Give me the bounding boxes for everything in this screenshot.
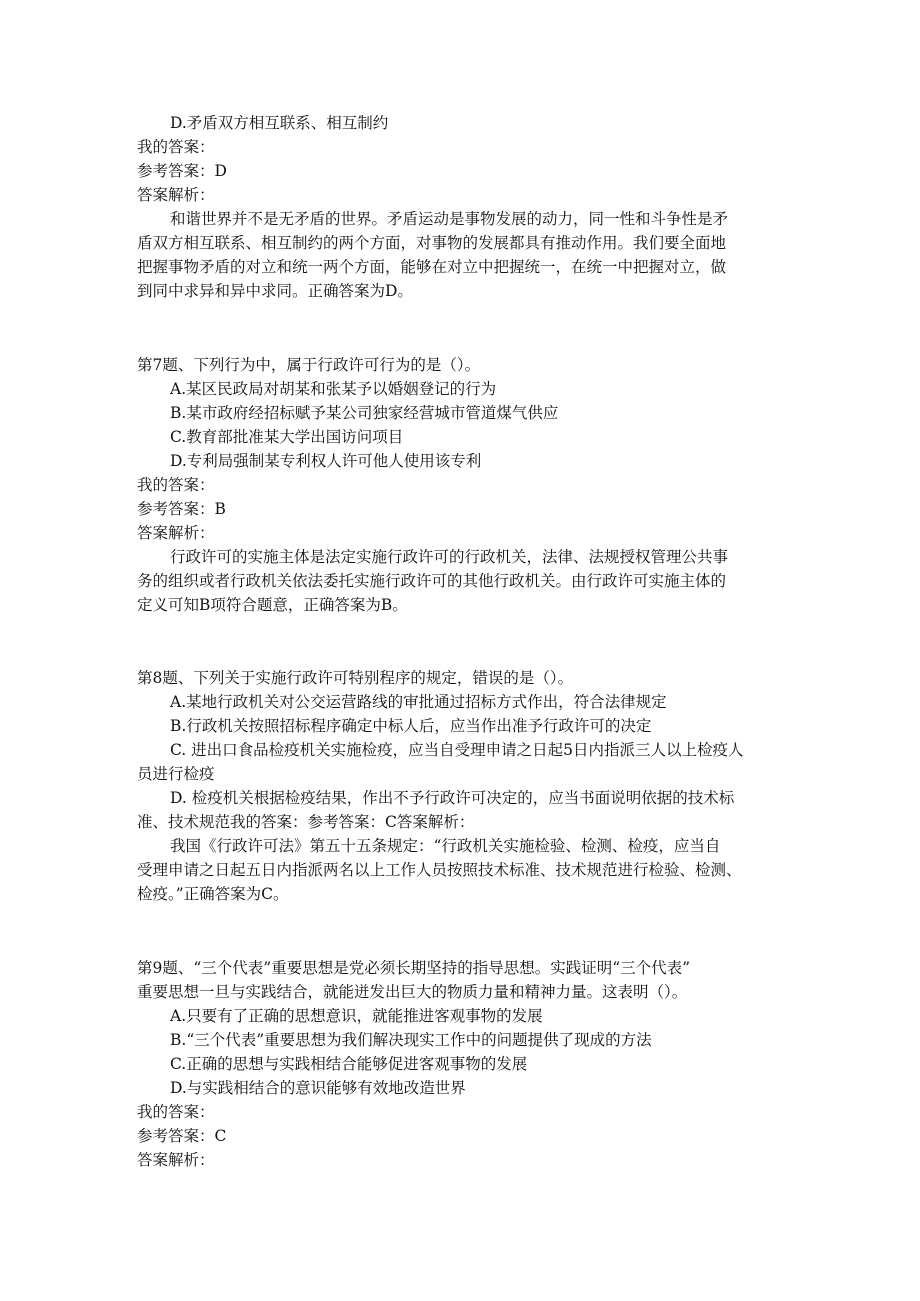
q7-reference-answer: 参考答案：B bbox=[137, 500, 226, 518]
q6-option-d: D.矛盾双方相互联系、相互制约 bbox=[170, 114, 389, 132]
q8-option-c: C. 进出口食品检疫机关实施检疫，应当自受理申请之日起5日内指派三人以上检疫人 bbox=[170, 741, 744, 759]
q8-analysis-line: 受理申请之日起五日内指派两名以上工作人员按照技术标准、技术规范进行检验、检测、 bbox=[137, 861, 742, 879]
q9-option-d: D.与实践相结合的意识能够有效地改造世界 bbox=[170, 1079, 466, 1097]
q6-my-answer: 我的答案： bbox=[137, 138, 215, 156]
q9-option-a: A.只要有了正确的思想意识，就能推进客观事物的发展 bbox=[170, 1007, 543, 1025]
q6-analysis-line: 和谐世界并不是无矛盾的世界。矛盾运动是事物发展的动力，同一性和斗争性是矛 bbox=[170, 210, 729, 228]
q7-option-d: D.专利局强制某专利权人许可他人使用该专利 bbox=[170, 452, 482, 470]
q9-question: 第9题、“三个代表”重要思想是党必须长期坚持的指导思想。实践证明“三个代表” bbox=[137, 959, 691, 977]
q8-option-d: D. 检疫机关根据检疫结果，作出不予行政许可决定的，应当书面说明依据的技术标 bbox=[170, 789, 735, 807]
q7-question: 第7题、下列行为中，属于行政许可行为的是（）。 bbox=[137, 356, 481, 374]
q8-option-c-cont: 员进行检疫 bbox=[137, 765, 215, 783]
q7-analysis-line: 行政许可的实施主体是法定实施行政许可的行政机关，法律、法规授权管理公共事 bbox=[170, 548, 729, 566]
q9-my-answer: 我的答案： bbox=[137, 1103, 215, 1121]
q9-question-cont: 重要思想一旦与实践结合，就能迸发出巨大的物质力量和精神力量。这表明（）。 bbox=[137, 983, 688, 1001]
q7-analysis-line: 务的组织或者行政机关依法委托实施行政许可的其他行政机关。由行政许可实施主体的 bbox=[137, 572, 727, 590]
q8-analysis-line: 检疫。”正确答案为C。 bbox=[137, 885, 289, 903]
q7-analysis-label: 答案解析： bbox=[137, 524, 215, 542]
q9-option-c: C.正确的思想与实践相结合能够促进客观事物的发展 bbox=[170, 1055, 528, 1073]
q9-option-b: B.“三个代表”重要思想为我们解决现实工作中的问题提供了现成的方法 bbox=[170, 1031, 652, 1049]
q8-analysis-line: 我国《行政许可法》第五十五条规定：“行政机关实施检验、检测、检疫，应当自 bbox=[170, 837, 721, 855]
q6-analysis-line: 到同中求异和异中求同。正确答案为D。 bbox=[137, 282, 413, 300]
q7-my-answer: 我的答案： bbox=[137, 476, 215, 494]
q8-option-b: B.行政机关按照招标程序确定中标人后，应当作出准予行政许可的决定 bbox=[170, 717, 652, 735]
q8-option-d-cont: 准、技术规范我的答案：参考答案：C答案解析： bbox=[137, 813, 475, 831]
q8-question: 第8题、下列关于实施行政许可特别程序的规定，错误的是（）。 bbox=[137, 669, 574, 687]
q8-option-a: A.某地行政机关对公交运营路线的审批通过招标方式作出，符合法律规定 bbox=[170, 693, 667, 711]
q7-analysis-line: 定义可知B项符合题意，正确答案为B。 bbox=[137, 596, 408, 614]
q7-option-a: A.某区民政局对胡某和张某予以婚姻登记的行为 bbox=[170, 380, 497, 398]
q6-analysis-label: 答案解析： bbox=[137, 186, 215, 204]
q7-option-c: C.教育部批准某大学出国访问项目 bbox=[170, 428, 404, 446]
q6-reference-answer: 参考答案：D bbox=[137, 162, 227, 180]
q9-analysis-label: 答案解析： bbox=[137, 1151, 215, 1169]
q6-analysis-line: 盾双方相互联系、相互制约的两个方面，对事物的发展都具有推动作用。我们要全面地 bbox=[137, 234, 727, 252]
q7-option-b: B.某市政府经招标赋予某公司独家经营城市管道煤气供应 bbox=[170, 404, 559, 422]
q6-analysis-line: 把握事物矛盾的对立和统一两个方面，能够在对立中把握统一，在统一中把握对立，做 bbox=[137, 258, 727, 276]
q9-reference-answer: 参考答案：C bbox=[137, 1127, 227, 1145]
